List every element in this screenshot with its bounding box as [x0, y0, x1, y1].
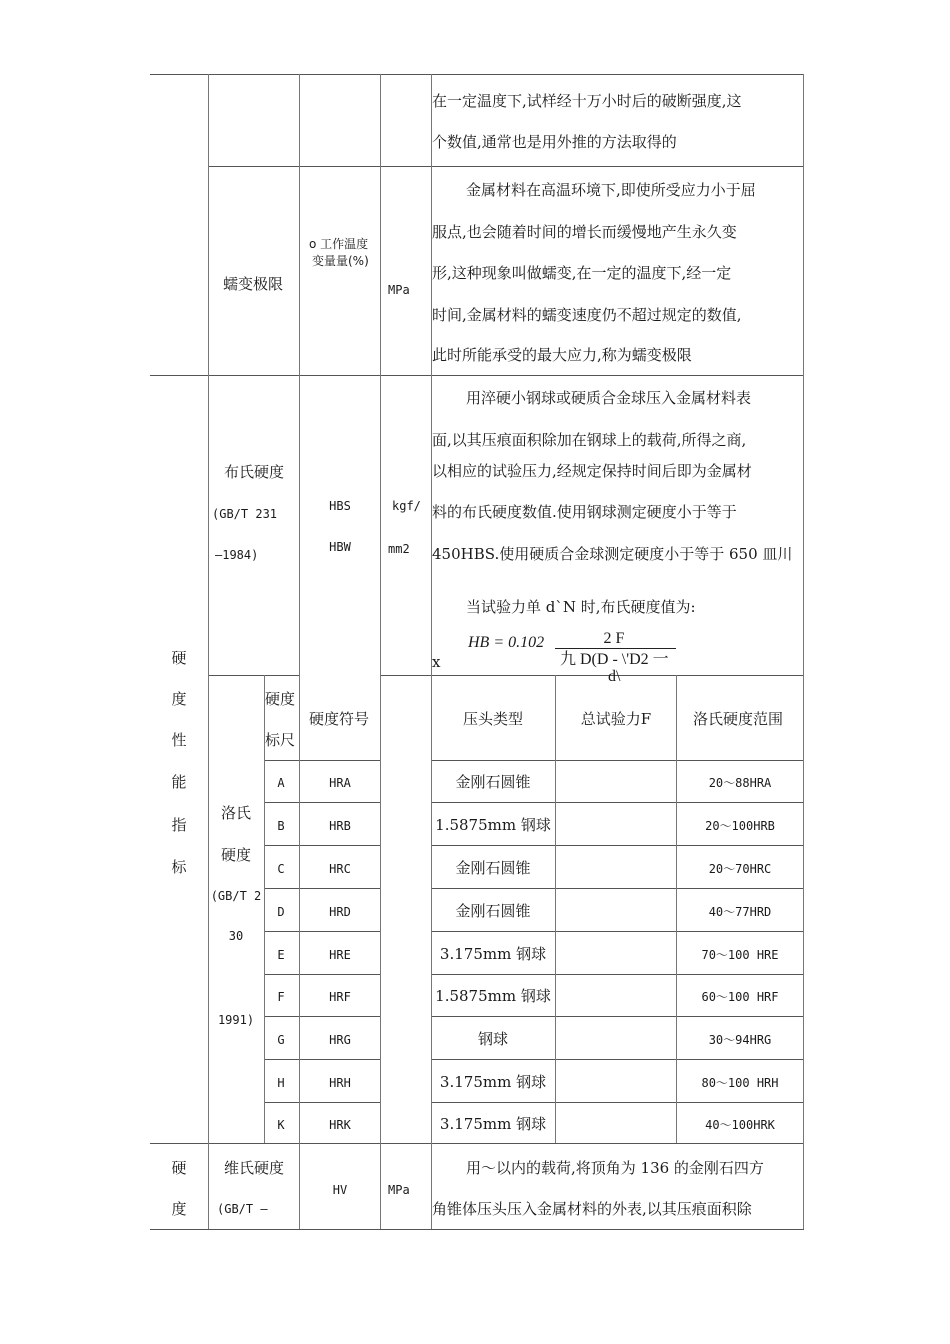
- category-char: 度: [171, 690, 187, 708]
- rockwell-name-line-3: (GB/T 2: [210, 889, 262, 903]
- range-cell: 40〜77HRD: [708, 905, 772, 919]
- creep-limit-desc-line-3: 形,这种现象叫做蠕变,在一定的温度下,经一定: [432, 264, 732, 282]
- symbol-cell: HRB: [329, 819, 351, 833]
- creep-rupture-desc-line-1: 在一定温度下,试样经十万小时后的破断强度,这: [432, 92, 742, 110]
- brinell-name: 布氏硬度: [223, 463, 285, 481]
- range-cell: 40〜100HRK: [705, 1118, 775, 1132]
- header-range: 洛氏硬度范围: [692, 710, 784, 728]
- brinell-standard-line-2: —1984): [215, 548, 259, 562]
- scale-cell: B: [277, 819, 285, 833]
- brinell-unit-line-2: mm2: [388, 542, 410, 556]
- indenter-cell: 1.5875mm 钢球: [435, 816, 551, 834]
- category-char: 能: [171, 773, 187, 791]
- creep-rupture-desc-line-2: 个数值,通常也是用外推的方法取得的: [432, 133, 677, 151]
- indenter-cell: 3.175mm 钢球: [439, 1115, 547, 1133]
- brinell-desc-line-5: 450HBS.使用硬质合金球测定硬度小于等于 650 皿川: [432, 545, 793, 563]
- symbol-cell: HRK: [329, 1118, 351, 1132]
- brinell-formula-lhs: HB = 0.102: [468, 634, 545, 651]
- range-cell: 20〜70HRC: [708, 862, 772, 876]
- vickers-category-char: 度: [171, 1200, 187, 1218]
- creep-limit-symbol-line-1: o 工作温度: [309, 237, 369, 251]
- vickers-category-char: 硬: [171, 1159, 187, 1177]
- category-char: 硬: [171, 649, 187, 667]
- vickers-unit: MPa: [388, 1183, 410, 1197]
- brinell-formula-x: x: [432, 653, 441, 671]
- creep-limit-desc-line-1: 金属材料在高温环境下,即使所受应力小于屈: [466, 181, 756, 199]
- rockwell-name-line-2: 硬度: [220, 846, 252, 864]
- indenter-cell: 3.175mm 钢球: [439, 1073, 547, 1091]
- range-cell: 30〜94HRG: [708, 1033, 772, 1047]
- range-cell: 20〜100HRB: [705, 819, 775, 833]
- symbol-cell: HRF: [329, 990, 351, 1004]
- brinell-formula-intro: 当试验力单 d`N 时,布氏硬度值为:: [466, 598, 696, 616]
- range-cell: 80〜100 HRH: [701, 1076, 779, 1090]
- rockwell-name-line-4: 30: [228, 929, 244, 943]
- brinell-formula-denominator: 九 D(D - \'D2 一: [560, 651, 669, 668]
- header-scale-line-1: 硬度: [265, 690, 296, 708]
- indenter-cell: 金刚石圆锥: [455, 902, 531, 920]
- creep-limit-symbol-line-2: 变量量(%): [312, 254, 369, 268]
- range-cell: 20〜88HRA: [708, 776, 772, 790]
- category-char: 性: [171, 731, 187, 749]
- symbol-cell: HRH: [329, 1076, 351, 1090]
- indenter-cell: 金刚石圆锥: [455, 859, 531, 877]
- indenter-cell: 金刚石圆锥: [455, 773, 531, 791]
- scale-cell: A: [277, 776, 285, 790]
- header-symbol: 硬度符号: [309, 710, 370, 728]
- header-indenter: 压头类型: [462, 710, 524, 728]
- header-scale-line-2: 标尺: [265, 731, 296, 749]
- indenter-cell: 3.175mm 钢球: [439, 945, 547, 963]
- symbol-cell: HRD: [329, 905, 351, 919]
- brinell-standard-line-1: (GB/T 231: [212, 507, 278, 521]
- vickers-desc-line-1: 用〜以内的载荷,将顶角为 136 的金刚石四方: [466, 1159, 764, 1177]
- brinell-symbol-hbw: HBW: [329, 540, 351, 554]
- scale-cell: G: [277, 1033, 285, 1047]
- range-cell: 70〜100 HRE: [701, 948, 779, 962]
- scale-cell: D: [277, 905, 285, 919]
- brinell-desc-line-4: 料的布氏硬度数值.使用钢球测定硬度小于等于: [432, 503, 737, 521]
- scale-cell: K: [277, 1118, 285, 1132]
- vickers-standard: (GB/T —: [217, 1202, 268, 1216]
- scale-cell: E: [277, 948, 285, 962]
- category-char: 指: [171, 816, 187, 834]
- category-char: 标: [171, 858, 187, 876]
- creep-limit-desc-line-5: 此时所能承受的最大应力,称为蠕变极限: [432, 346, 692, 364]
- header-force: 总试验力F: [580, 710, 652, 728]
- creep-limit-desc-line-4: 时间,金属材料的蠕变速度仍不超过规定的数值,: [432, 306, 742, 324]
- brinell-desc-line-2: 面,以其压痕面积除加在钢球上的载荷,所得之商,: [432, 431, 747, 449]
- indenter-cell: 1.5875mm 钢球: [435, 987, 551, 1005]
- brinell-desc-line-3: 以相应的试验压力,经规定保持时间后即为金属材: [432, 462, 752, 480]
- symbol-cell: HRA: [329, 776, 351, 790]
- creep-limit-desc-line-2: 服点,也会随着时间的增长而缓慢地产生永久变: [432, 223, 737, 241]
- rockwell-name-line-1: 洛氏: [220, 804, 252, 822]
- range-cell: 60〜100 HRF: [701, 990, 779, 1004]
- vickers-symbol: HV: [332, 1183, 348, 1197]
- indenter-cell: 钢球: [477, 1030, 509, 1048]
- symbol-cell: HRC: [329, 862, 351, 876]
- symbol-cell: HRE: [329, 948, 351, 962]
- vickers-desc-line-2: 角锥体压头压入金属材料的外表,以其压痕面积除: [432, 1200, 752, 1218]
- brinell-formula-fraction-bar: [555, 648, 676, 649]
- creep-limit-unit: MPa: [388, 283, 410, 297]
- symbol-cell: HRG: [329, 1033, 351, 1047]
- rockwell-name-line-5: 1991): [217, 1013, 255, 1027]
- brinell-formula-clip: [600, 667, 640, 685]
- creep-limit-name: 蠕变极限: [222, 275, 284, 293]
- brinell-formula-numerator: 2 F: [603, 630, 625, 647]
- brinell-symbol-hbs: HBS: [329, 499, 351, 513]
- scale-cell: F: [277, 990, 285, 1004]
- scale-cell: C: [277, 862, 285, 876]
- brinell-formula-tail: d\: [608, 668, 621, 685]
- brinell-unit-line-1: kgf/: [392, 499, 421, 513]
- vickers-name: 维氏硬度: [223, 1159, 285, 1177]
- scale-cell: H: [277, 1076, 285, 1090]
- brinell-desc-line-1: 用淬硬小钢球或硬质合金球压入金属材料表: [466, 389, 752, 407]
